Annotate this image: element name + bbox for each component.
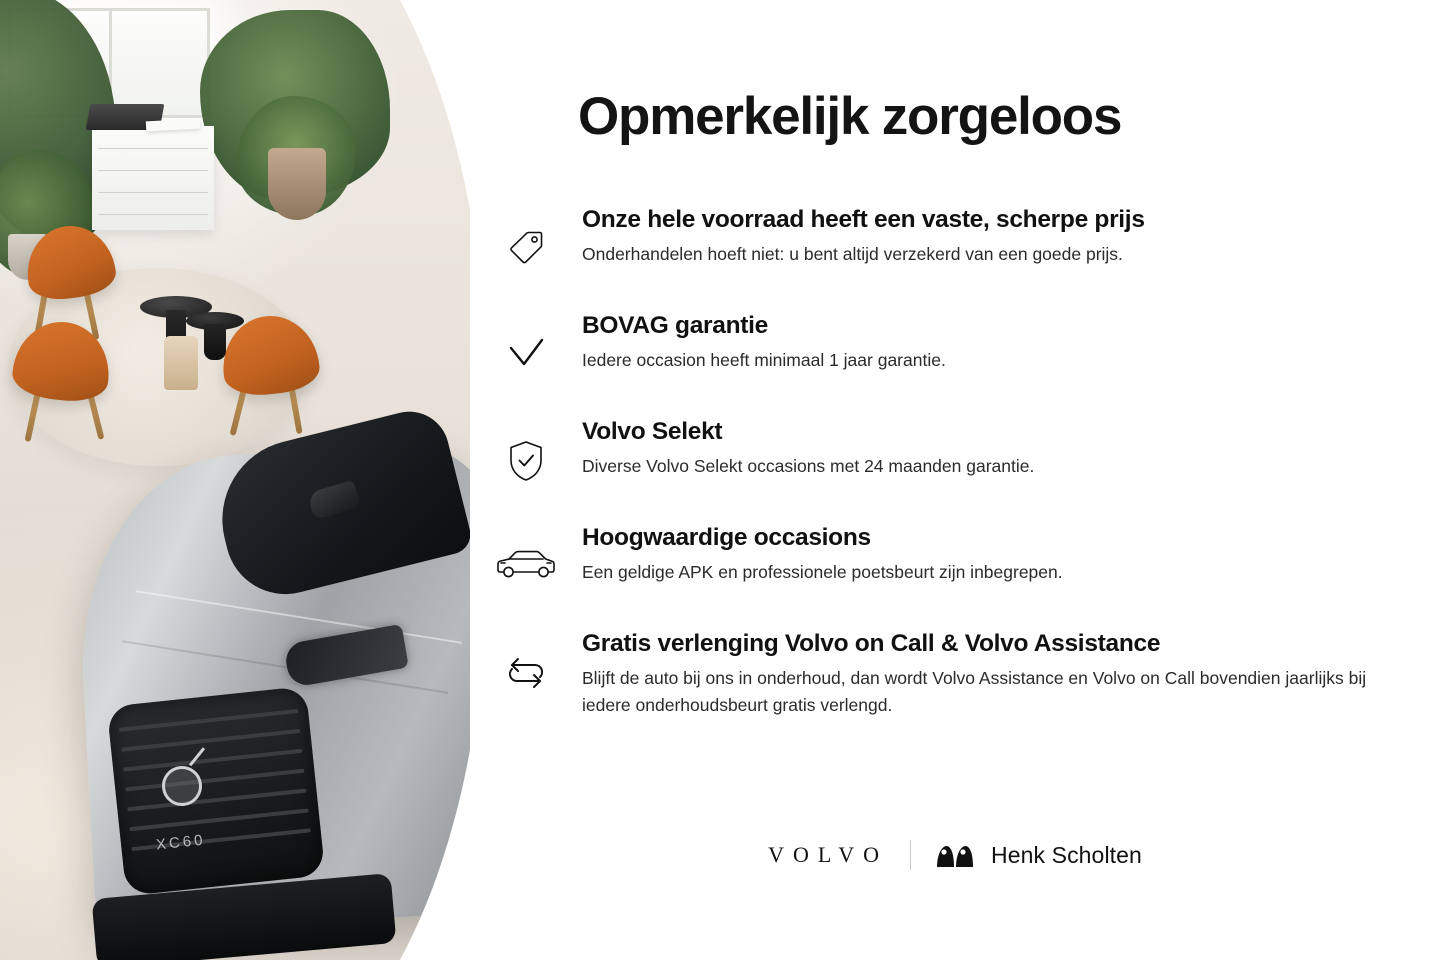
- swap-arrows-icon: [470, 630, 582, 696]
- checkmark-icon: [470, 312, 582, 376]
- feature-description: Blijft de auto bij ons in onderhoud, dan wordt Volvo Assistance en Volvo on Call bovendien jaarlijks bij iedere onderhoudsbeurt gratis verlengd.: [582, 668, 1367, 715]
- feature-item-oncall: [470, 630, 1440, 718]
- henk-scholten-logo-icon: [933, 840, 977, 870]
- feature-text: [582, 312, 1440, 374]
- feature-title: BOVAG garantie: [582, 312, 768, 339]
- side-table: [186, 312, 244, 330]
- feature-title: Onze hele voorraad heeft een vaste, scherpe prijs: [582, 206, 1145, 233]
- logo-divider: [910, 840, 911, 870]
- drawer-cabinet: [92, 126, 214, 230]
- feature-text: [582, 630, 1440, 718]
- feature-description: Een geldige APK en professionele poetsbeurt zijn inbegrepen.: [582, 562, 1063, 583]
- feature-text: [582, 524, 1440, 586]
- feature-text: [582, 418, 1440, 480]
- dealer-logo: [933, 840, 1142, 870]
- car-icon: [470, 524, 582, 584]
- car-model-badge: XC60: [155, 831, 207, 854]
- feature-title: Hoogwaardige occasions: [582, 524, 871, 551]
- feature-item-occasions: [470, 524, 1440, 600]
- dealer-name: Henk Scholten: [991, 841, 1142, 868]
- content-panel: [470, 0, 1440, 960]
- feature-description: Onderhandelen hoeft niet: u bent altijd verzekerd van een goede prijs.: [582, 244, 1123, 265]
- feature-item-price: [470, 206, 1440, 282]
- feature-text: [582, 206, 1440, 268]
- showroom-photo: [0, 0, 470, 960]
- feature-title: Gratis verlenging Volvo on Call & Volvo Assistance: [582, 630, 1161, 657]
- footer-logos: [470, 840, 1440, 870]
- feature-description: Iedere occasion heeft minimaal 1 jaar garantie.: [582, 350, 946, 371]
- feature-title: Volvo Selekt: [582, 418, 723, 445]
- feature-list: [470, 206, 1440, 748]
- car-grille: [107, 686, 326, 896]
- photo-curve-mask: [330, 0, 470, 960]
- feature-description: Diverse Volvo Selekt occasions met 24 maanden garantie.: [582, 456, 1035, 477]
- volvo-wordmark: VOLVO: [768, 842, 889, 867]
- shield-check-icon: [470, 418, 582, 484]
- plant-pot: [268, 148, 326, 220]
- feature-item-selekt: [470, 418, 1440, 494]
- price-tag-icon: [470, 206, 582, 270]
- page-title: Opmerkelijk zorgeloos: [578, 87, 1122, 146]
- feature-item-bovag: [470, 312, 1440, 388]
